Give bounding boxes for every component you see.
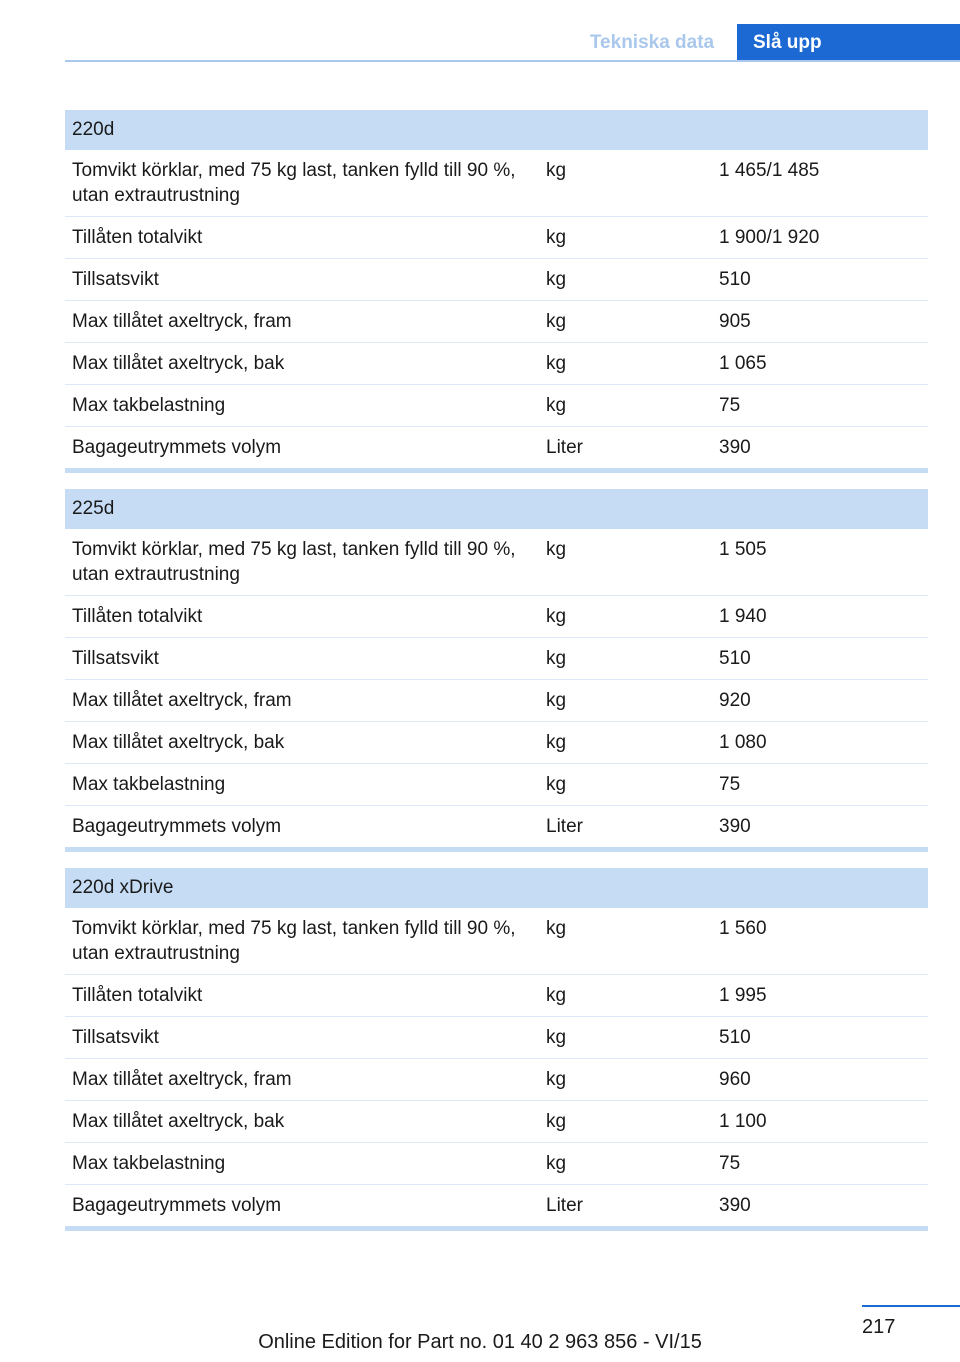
row-value: 1 465/1 485 [719,160,820,181]
page-number-rule [862,1305,960,1307]
row-unit: kg [546,160,567,181]
row-value: 1 065 [719,353,767,374]
row-unit: kg [546,648,567,669]
table-end-bar [65,847,928,852]
row-value: 960 [719,1069,751,1090]
table-row [65,150,928,217]
page-number: 217 [862,1316,896,1338]
table-row [65,529,928,596]
row-label: Max tillåtet axeltryck, bak [72,1111,285,1132]
row-unit: kg [546,1153,567,1174]
table-row [65,806,928,847]
row-unit: kg [546,311,567,332]
table-row [65,1101,928,1143]
row-label: Max takbelastning [72,774,226,795]
row-unit: kg [546,269,567,290]
table-row [65,596,928,638]
table-row [65,385,928,427]
row-label: Max tillåtet axeltryck, fram [72,1069,292,1090]
row-unit: Liter [546,816,583,837]
table-row [65,1185,928,1226]
row-label: Tomvikt körklar, med 75 kg last, tanken fylld till 90 %, utan extrautrustning [72,918,516,964]
row-value: 1 080 [719,732,767,753]
table-row [65,975,928,1017]
row-value: 1 560 [719,918,767,939]
row-label: Tillsatsvikt [72,648,159,669]
section-tab-sla-upp[interactable]: Slå upp [737,24,960,61]
row-label: Max takbelastning [72,395,226,416]
row-value: 1 100 [719,1111,767,1132]
row-unit: kg [546,1027,567,1048]
row-label: Tomvikt körklar, med 75 kg last, tanken fylld till 90 %, utan extrautrustning [72,539,516,585]
row-value: 920 [719,690,751,711]
table-row [65,259,928,301]
row-unit: kg [546,1111,567,1132]
row-label: Max tillåtet axeltryck, fram [72,690,292,711]
spec-table-225d [65,489,928,852]
row-value: 510 [719,269,751,290]
row-value: 75 [719,1153,741,1174]
row-value: 1 995 [719,985,767,1006]
table-model-heading: 220d xDrive [65,868,928,908]
row-label: Bagageutrymmets volym [72,1195,282,1216]
row-label: Bagageutrymmets volym [72,437,282,458]
table-row [65,343,928,385]
table-row [65,1143,928,1185]
table-model-heading: 220d [65,110,928,150]
row-unit: kg [546,353,567,374]
row-value: 75 [719,395,741,416]
table-row [65,638,928,680]
row-label: Tillåten totalvikt [72,606,203,627]
row-value: 390 [719,437,751,458]
table-row [65,722,928,764]
table-row [65,680,928,722]
table-row [65,427,928,468]
table-row [65,217,928,259]
row-unit: kg [546,227,567,248]
row-unit: kg [546,539,567,560]
row-value: 75 [719,774,741,795]
row-value: 1 940 [719,606,767,627]
row-unit: Liter [546,437,583,458]
row-value: 390 [719,1195,751,1216]
row-label: Tillåten totalvikt [72,227,203,248]
table-row [65,1017,928,1059]
row-unit: Liter [546,1195,583,1216]
row-unit: kg [546,606,567,627]
footer-edition-text: Online Edition for Part no. 01 40 2 963 856 - VI/15 [258,1331,702,1353]
row-label: Bagageutrymmets volym [72,816,282,837]
section-tab-tekniska-data[interactable]: Tekniska data [589,32,715,53]
table-row [65,908,928,975]
row-label: Tomvikt körklar, med 75 kg last, tanken fylld till 90 %, utan extrautrustning [72,160,516,206]
row-unit: kg [546,774,567,795]
spec-table-220d-xdrive [65,868,928,1231]
row-unit: kg [546,985,567,1006]
table-model-heading: 225d [65,489,928,529]
table-row [65,1059,928,1101]
row-label: Max tillåtet axeltryck, fram [72,311,292,332]
spec-table-220d [65,110,928,473]
row-label: Max takbelastning [72,1153,226,1174]
table-row [65,764,928,806]
row-unit: kg [546,732,567,753]
row-unit: kg [546,690,567,711]
header-divider [65,60,960,62]
row-value: 390 [719,816,751,837]
row-value: 1 900/1 920 [719,227,820,248]
row-unit: kg [546,1069,567,1090]
row-label: Max tillåtet axeltryck, bak [72,353,285,374]
row-value: 510 [719,1027,751,1048]
row-label: Tillåten totalvikt [72,985,203,1006]
table-end-bar [65,468,928,473]
row-unit: kg [546,918,567,939]
row-label: Tillsatsvikt [72,1027,159,1048]
table-end-bar [65,1226,928,1231]
row-label: Tillsatsvikt [72,269,159,290]
row-value: 905 [719,311,751,332]
table-row [65,301,928,343]
row-unit: kg [546,395,567,416]
row-label: Max tillåtet axeltryck, bak [72,732,285,753]
row-value: 510 [719,648,751,669]
row-value: 1 505 [719,539,767,560]
